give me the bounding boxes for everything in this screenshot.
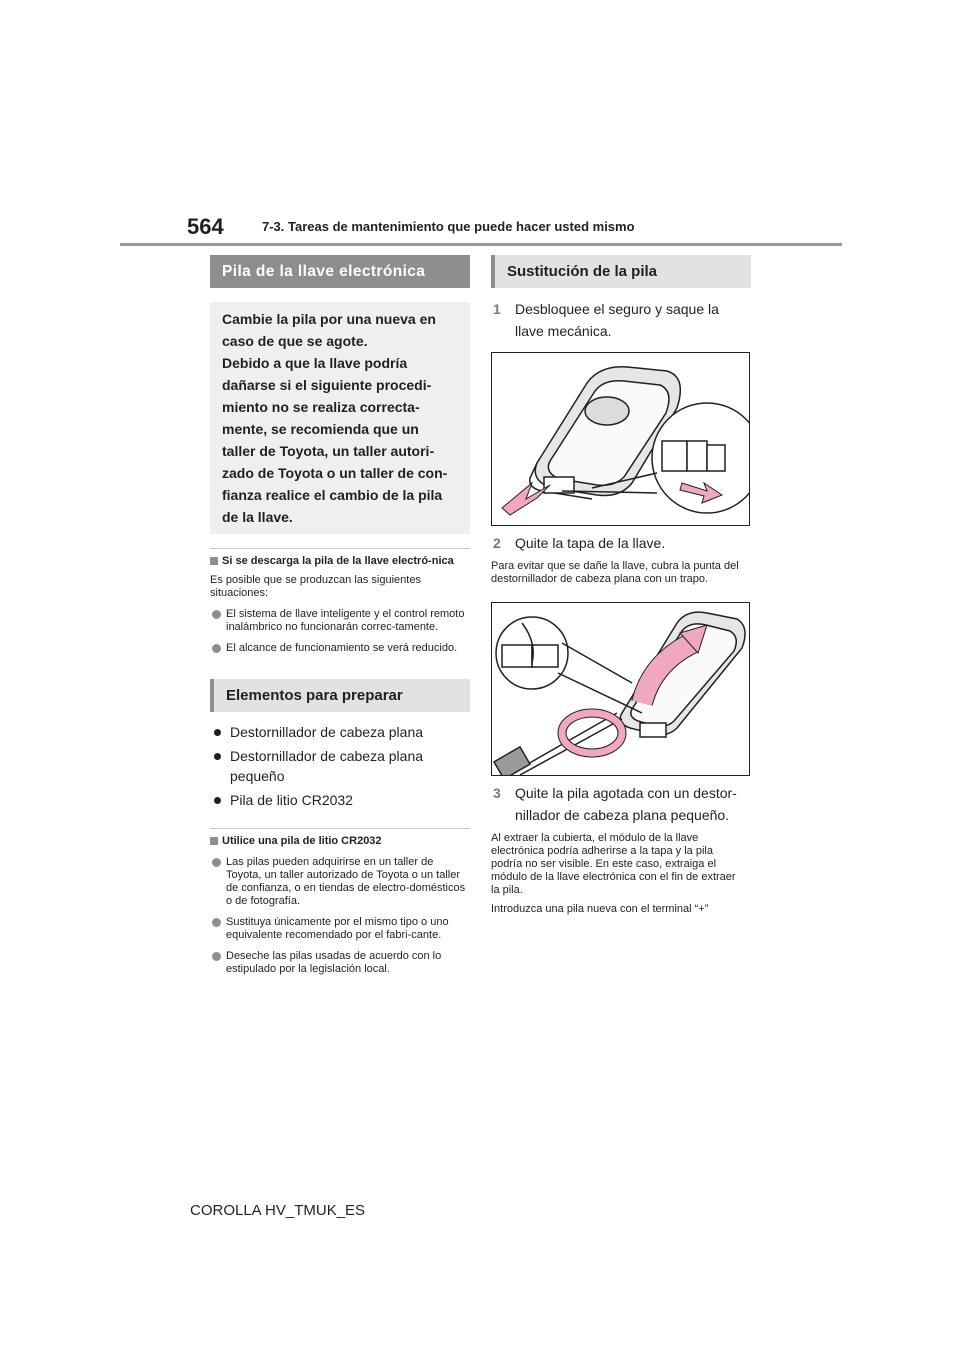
square-bullet-icon: [210, 557, 218, 565]
step-2: [491, 532, 751, 554]
discharged-heading-text: Si se descarga la pila de la llave electró-nica: [222, 555, 454, 567]
bullet-icon: [214, 729, 221, 736]
step-number: 1: [493, 301, 501, 317]
bullet-icon: [214, 797, 221, 804]
list-item: [210, 916, 470, 942]
figure-key-unlock: [491, 352, 750, 526]
step-3: [491, 782, 751, 826]
footer-model: COROLLA HV_TMUK_ES: [190, 1202, 366, 1219]
step-number: 3: [493, 785, 501, 801]
list-item: [210, 950, 470, 976]
step-text: Quite la tapa de la llave.: [515, 535, 666, 551]
list-item-text: Pila de litio CR2032: [230, 792, 353, 808]
square-bullet-icon: [210, 837, 218, 845]
replacement-heading: Sustitución de la pila: [491, 255, 751, 288]
discharged-heading: [210, 548, 470, 568]
intro-line: de la llave.: [222, 509, 293, 525]
intro-line: mente, se recomienda que un: [222, 421, 419, 437]
intro-line: miento no se realiza correcta-: [222, 399, 420, 415]
key-fob-illustration: [492, 353, 749, 525]
list-item: [210, 722, 470, 742]
round-bullet-icon: [212, 858, 221, 867]
left-column: [210, 255, 470, 976]
insert-text: Introduzca una pila nueva con el terminal “+”: [491, 903, 709, 915]
intro-line: taller de Toyota, un taller autori-: [222, 443, 435, 459]
intro-line: zado de Toyota o un taller de con-: [222, 465, 448, 481]
list-item-text: Sustituya únicamente por el mismo tipo o uno equivalente recomendado por el fabri-cante.: [226, 916, 449, 941]
discharged-text: Es posible que se produzcan las siguientes situaciones:: [210, 574, 421, 599]
step-1: [491, 298, 751, 342]
round-bullet-icon: [212, 918, 221, 927]
prepare-list: [210, 722, 470, 810]
lithium-heading-text: Utilice una pila de litio CR2032: [222, 835, 382, 847]
figure-key-cover: [491, 602, 750, 776]
key-battery-heading: Pila de la llave electrónica: [210, 255, 470, 288]
section-title: 7-3. Tareas de mantenimiento que puede hacer usted mismo: [262, 219, 635, 234]
right-column: [491, 255, 751, 916]
cover-removal-illustration: [492, 603, 749, 775]
list-item-text: Deseche las pilas usadas de acuerdo con lo estipulado por la legislación local.: [226, 950, 442, 975]
step-text: Desbloquee el seguro y saque la llave mecánica.: [515, 301, 719, 339]
list-item-text: Destornillador de cabeza plana: [230, 724, 424, 740]
list-item: [210, 856, 470, 908]
list-item: [210, 746, 470, 786]
round-bullet-icon: [212, 952, 221, 961]
lithium-heading: [210, 828, 470, 848]
step-2-note: Para evitar que se dañe la llave, cubra la punta del destornillador de cabeza plana con un trapo.: [491, 560, 739, 585]
step-3-note: Al extraer la cubierta, el módulo de la llave electrónica podría adherirse a la tapa y la pila podría no ser visible. En este caso, extraiga el módulo de la llave electrónica con el fin de extraer la pila.: [491, 832, 736, 896]
intro-line: Debido a que la llave podría: [222, 355, 408, 371]
list-item-text: Las pilas pueden adquirirse en un taller de Toyota, un taller autorizado de Toyota o un taller de confianza, o en tiendas de electro-domésticos o de fotografía.: [226, 856, 466, 907]
bullet-icon: [214, 753, 221, 760]
list-item-text: El alcance de funcionamiento se verá reducido.: [226, 642, 458, 654]
round-bullet-icon: [212, 610, 221, 619]
intro-line: Cambie la pila por una nueva en: [222, 311, 436, 327]
prepare-heading: Elementos para preparar: [210, 679, 470, 712]
intro-box: [210, 302, 470, 534]
intro-line: caso de que se agote.: [222, 333, 368, 349]
list-item: [210, 790, 470, 810]
step-number: 2: [493, 535, 501, 551]
list-item: [210, 642, 470, 655]
list-item: [210, 608, 470, 634]
intro-line: fianza realice el cambio de la pila: [222, 487, 443, 503]
list-item-text: Destornillador de cabeza plana pequeño: [230, 748, 424, 784]
round-bullet-icon: [212, 644, 221, 653]
intro-line: dañarse si el siguiente procedi-: [222, 377, 432, 393]
list-item-text: El sistema de llave inteligente y el control remoto inalámbrico no funcionarán correc-tamente.: [226, 608, 465, 633]
step-text: Quite la pila agotada con un destor-nillador de cabeza plana pequeño.: [515, 785, 737, 823]
header-rule: [120, 243, 842, 246]
page-number: 564: [187, 214, 224, 239]
